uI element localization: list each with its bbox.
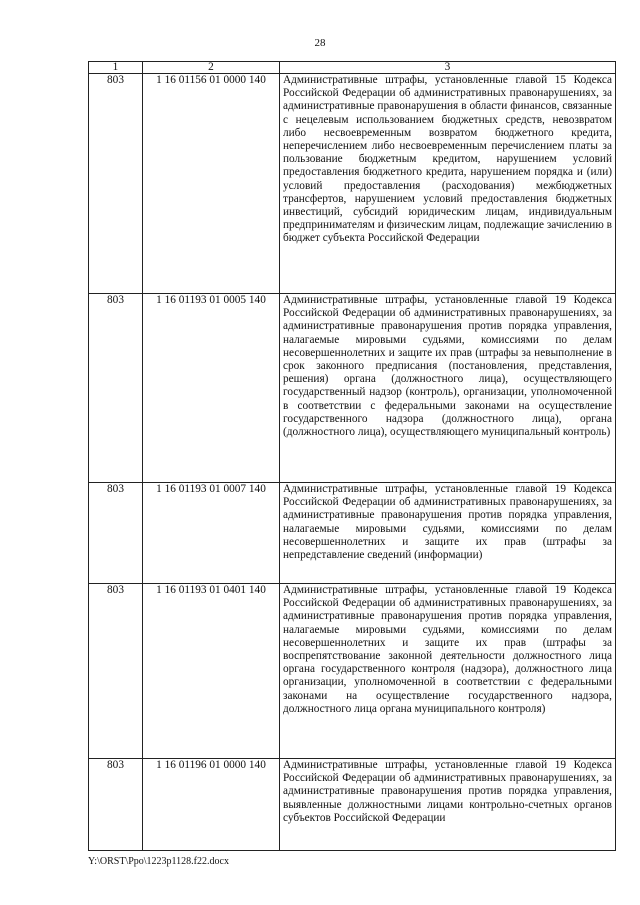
budget-code-cell: 1 16 01196 01 0000 140 (143, 759, 280, 851)
description-cell: Административные штрафы, установленные главой 19 Кодекса Российской Федерации об административных правонарушениях, за административные правонарушения против порядка управления, налагаемые мировыми судьями, комиссиями по делам несовершеннолетних и защите их прав (штрафы за невыполнение в срок законного предписания (постановления, представления, решения) органа (должностного лица), осуществляющего государственный надзор (контроль), организации, уполномоченной в соответствии с федеральными законами на осуществление государственного надзора (должностного лица), органа (должностного лица), осуществляющего муниципальный контроль) (280, 294, 616, 483)
table-row (89, 759, 616, 851)
budget-code-cell: 1 16 01156 01 0000 140 (143, 74, 280, 294)
column-header-3: 3 (280, 62, 616, 74)
administrator-code-cell: 803 (89, 584, 143, 759)
table-row (89, 584, 616, 759)
description-cell: Административные штрафы, установленные главой 19 Кодекса Российской Федерации об административных правонарушениях, за административные правонарушения против порядка управления, выявленные должностными лицами контрольно-счетных органов субъектов Российской Федерации (280, 759, 616, 851)
administrator-code-cell: 803 (89, 759, 143, 851)
column-header-2: 2 (143, 62, 280, 74)
budget-code-cell: 1 16 01193 01 0007 140 (143, 483, 280, 584)
budget-codes-table (88, 61, 616, 851)
table-row (89, 483, 616, 584)
budget-code-cell: 1 16 01193 01 0005 140 (143, 294, 280, 483)
administrator-code-cell: 803 (89, 74, 143, 294)
administrator-code-cell: 803 (89, 294, 143, 483)
page-number: 28 (314, 37, 326, 49)
description-cell: Административные штрафы, установленные главой 19 Кодекса Российской Федерации об административных правонарушениях, за административные правонарушения против порядка управления, налагаемые мировыми судьями, комиссиями по делам несовершеннолетних и защите их прав (штрафы за непредставление сведений (информации) (280, 483, 616, 584)
document-file-path: Y:\ORST\Ppo\1223p1128.f22.docx (88, 856, 229, 867)
budget-code-cell: 1 16 01193 01 0401 140 (143, 584, 280, 759)
table-row (89, 294, 616, 483)
table-row (89, 74, 616, 294)
description-cell: Административные штрафы, установленные главой 15 Кодекса Российской Федерации об административных правонарушениях, за административные правонарушения в области финансов, связанные с нецелевым использованием бюджетных средств, невозвратом либо несвоевременным возвратом бюджетного кредита, неперечислением либо несвоевременным перечислением платы за пользование бюджетным кредитом, нарушением условий предоставления бюджетного кредита, нарушением порядка и (или) условий предоставления (расходования) межбюджетных трансфертов, нарушением условий предоставления бюджетных инвестиций, субсидий юридическим лицам, индивидуальным предпринимателям и физическим лицам, подлежащие зачислению в бюджет субъекта Российской Федерации (280, 74, 616, 294)
administrator-code-cell: 803 (89, 483, 143, 584)
column-header-1: 1 (89, 62, 143, 74)
table-header-row (89, 62, 616, 74)
description-cell: Административные штрафы, установленные главой 19 Кодекса Российской Федерации об административных правонарушениях, за административные правонарушения против порядка управления, налагаемые мировыми судьями, комиссиями по делам несовершеннолетних и защите их прав (штрафы за воспрепятствование законной деятельности должностного лица органа государственного контроля (надзора), должностного лица организации, уполномоченной в соответствии с федеральными законами на осуществление государственного надзора, должностного лица органа муниципального контроля) (280, 584, 616, 759)
